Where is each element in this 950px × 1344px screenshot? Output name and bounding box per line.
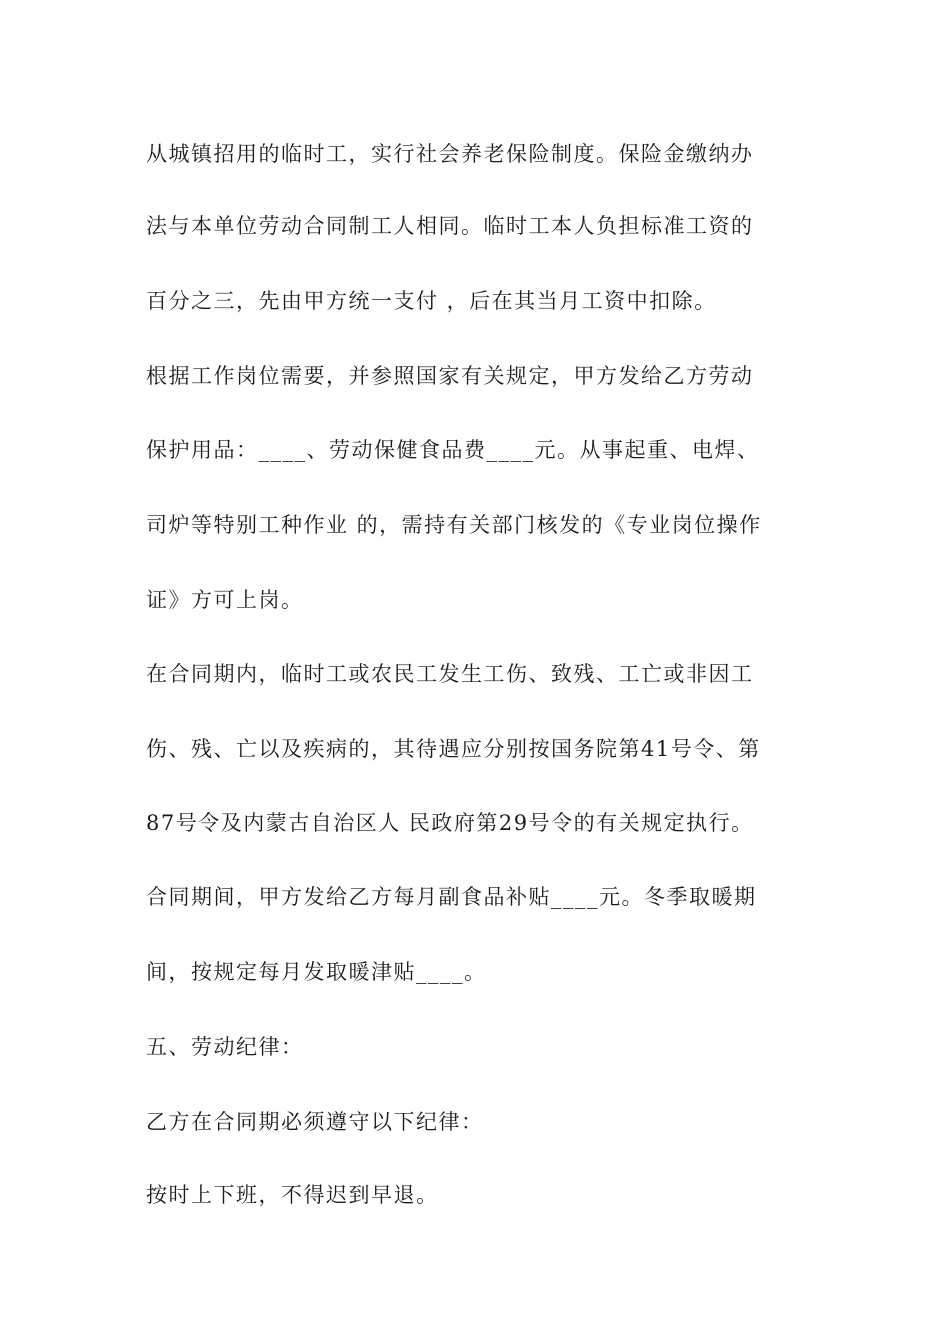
- text-line: 司炉等特别工种作业 的，需持有关部门核发的《专业岗位操作: [146, 513, 762, 537]
- text-line: 乙方在合同期必须遵守以下纪律：: [146, 1110, 484, 1134]
- text-line: 根据工作岗位需要，并参照国家有关规定，甲方发给乙方劳动: [146, 364, 754, 388]
- text-line: 从城镇招用的临时工，实行社会养老保险制度。保险金缴纳办: [146, 142, 754, 166]
- text-line: 百分之三，先由甲方统一支付 ，后在其当月工资中扣除。: [146, 289, 717, 313]
- text-line: 合同期间，甲方发给乙方每月副食品补贴____元。冬季取暖期: [146, 885, 757, 909]
- text-line: 按时上下班，不得迟到早退。: [146, 1183, 439, 1207]
- section-heading: 五、劳动纪律：: [146, 1035, 304, 1059]
- text-line: 在合同期内，临时工或农民工发生工伤、致残、工亡或非因工: [146, 662, 754, 686]
- text-line: 保护用品：____、劳动保健食品费____元。从事起重、电焊、: [146, 438, 760, 462]
- text-line: 伤、残、亡以及疾病的，其待遇应分别按国务院第41号令、第: [146, 737, 761, 761]
- text-line: 间，按规定每月发取暖津贴____。: [146, 960, 487, 984]
- text-line: 法与本单位劳动合同制工人相同。临时工本人负担标准工资的: [146, 214, 754, 238]
- text-line: 87号令及内蒙古自治区人 民政府第29号令的有关规定执行。: [146, 811, 754, 835]
- text-line: 证》方可上岗。: [146, 588, 304, 612]
